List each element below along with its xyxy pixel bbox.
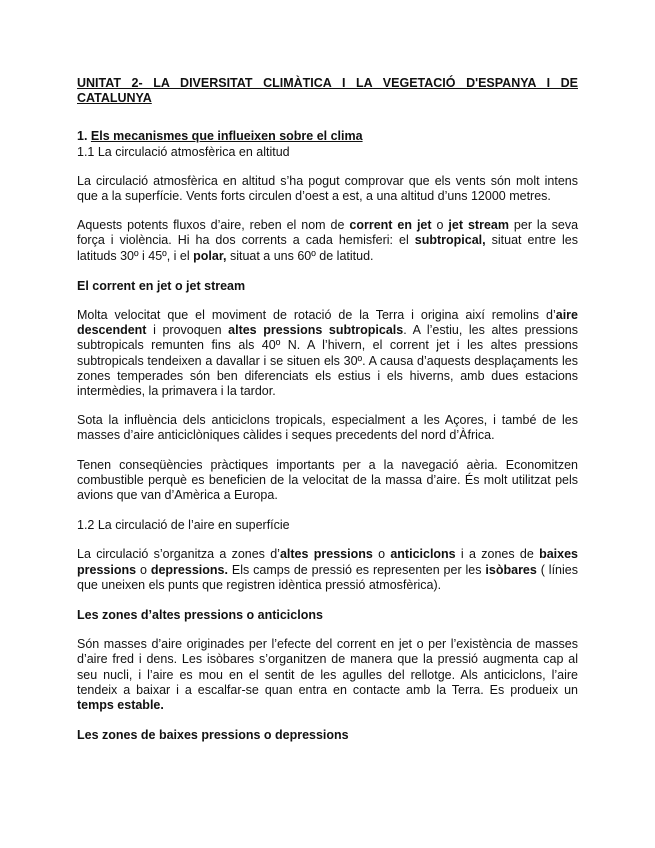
text-run: Aquests potents fluxos d’aire, reben el nom de <box>77 218 350 233</box>
text-run: situat a uns 60º de latitud. <box>226 248 374 263</box>
bold-term-baixes-pressions: baixes pressions <box>77 547 579 577</box>
subsection-1-1-heading: 1.1 La circulació atmosfèrica en altitud <box>77 144 290 159</box>
section-1-heading <box>77 129 578 144</box>
text-run: o <box>136 562 151 577</box>
subsection-1-2-heading: 1.2 La circulació de l’aire en superfície <box>77 518 290 533</box>
title-line-2: CATALUNYA <box>77 91 152 106</box>
bold-term-temps-estable: temps estable. <box>77 698 164 713</box>
bold-term-polar: polar, <box>193 248 227 263</box>
text-run: . A l’estiu, les altes pressions subtropicals remunten fins als 40º N. A l’hivern, el corrent jet i les altes pressions subtropicals tendeixen a davallar i se situen els 30º. A causa d’aquests desplaçaments les zones temperades són ben diferenciats els estius i els hiverns, amb dues estacions intermèdies, la primavera i la tardor. <box>77 323 578 399</box>
bold-term-aire-descendent: aire descendent <box>77 308 578 338</box>
document-page <box>77 76 578 744</box>
text-run: situat entre les latituds 30º i 45º, i el <box>77 233 579 263</box>
paragraph-altitude: La circulació atmosfèrica en altitud s’ha pogut comprovar que els vents són molt intens que a la superfície. Vents forts circulen d’oest a est, a una altitud d’uns 12000 metres. <box>77 173 578 204</box>
bold-term-altes-pressions-subtropicals: altes pressions subtropicals <box>228 323 404 338</box>
text-run: La circulació s’organitza a zones d’ <box>77 547 280 562</box>
bold-term-isobares: isòbares <box>485 562 537 577</box>
paragraph-anticiclons <box>77 637 578 713</box>
text-run: ( línies que uneixen els punts que registren idèntica pressió atmosfèrica). <box>77 562 578 592</box>
paragraph-anticiclons-tropicals: Sota la influència dels anticiclons tropicals, especialment a les Açores, i també de les masses d’aire anticiclòniques càlides i seques precedents del nord d’Àfrica. <box>77 413 578 443</box>
bold-term-altes-pressions: altes pressions <box>279 547 373 562</box>
paragraph-circulacio-superficie <box>77 547 578 593</box>
bold-term-depressions: depressions. <box>150 562 228 577</box>
heading-depressions: Les zones de baixes pressions o depressions <box>77 728 349 743</box>
bold-term-subtropical: subtropical, <box>414 233 486 248</box>
paragraph-navegacio-aeria: Tenen conseqüències pràctiques importants per a la navegació aèria. Economitzen combustible perquè es beneficien de la velocitat de la massa d’aire. És molt utilitzat pels avions que van d’Amèrica a Europa. <box>77 457 578 503</box>
title-line-1: UNITAT 2- LA DIVERSITAT CLIMÀTICA I LA VEGETACIÓ D'ESPANYA I DE <box>77 76 578 90</box>
text-run: o <box>372 547 391 562</box>
bold-term-anticiclons: anticiclons <box>390 547 456 562</box>
paragraph-jet-effects <box>77 308 578 399</box>
text-run: Són masses d’aire originades per l’efecte del corrent en jet o per l’existència de masses d’aire fred i dens. Les isòbares s’organitzen de manera que la pressió augmenta cap al seu nucli, i l’aire es mou en el sentit de les agulles del rellotge. Als anticiclons, l’aire tendeix a baixar i a escalfar-se quan entra en contacte amb la Terra. Es produeix un <box>77 637 578 697</box>
text-run: i a zones de <box>455 547 540 562</box>
text-run: Els camps de pressió es representen per les <box>227 562 486 577</box>
heading-anticiclons: Les zones d’altes pressions o anticiclons <box>77 608 323 623</box>
text-run: per la seva força i violència. Hi ha dos corrents a cada hemisferi: el <box>77 218 579 248</box>
section-1-number: 1. <box>77 129 88 144</box>
text-run: Molta velocitat que el moviment de rotació de la Terra i origina així remolins d’ <box>77 308 556 323</box>
paragraph-jet-stream-intro <box>77 218 578 264</box>
section-1-label: Els mecanismes que influeixen sobre el clima <box>90 129 363 144</box>
text-run: o <box>431 218 449 233</box>
bold-term-corrent-en-jet: corrent en jet <box>349 218 432 233</box>
heading-jet-stream: El corrent en jet o jet stream <box>77 278 246 293</box>
text-run: i provoquen <box>146 323 229 338</box>
document-title <box>77 76 578 106</box>
bold-term-jet-stream: jet stream <box>448 218 509 233</box>
